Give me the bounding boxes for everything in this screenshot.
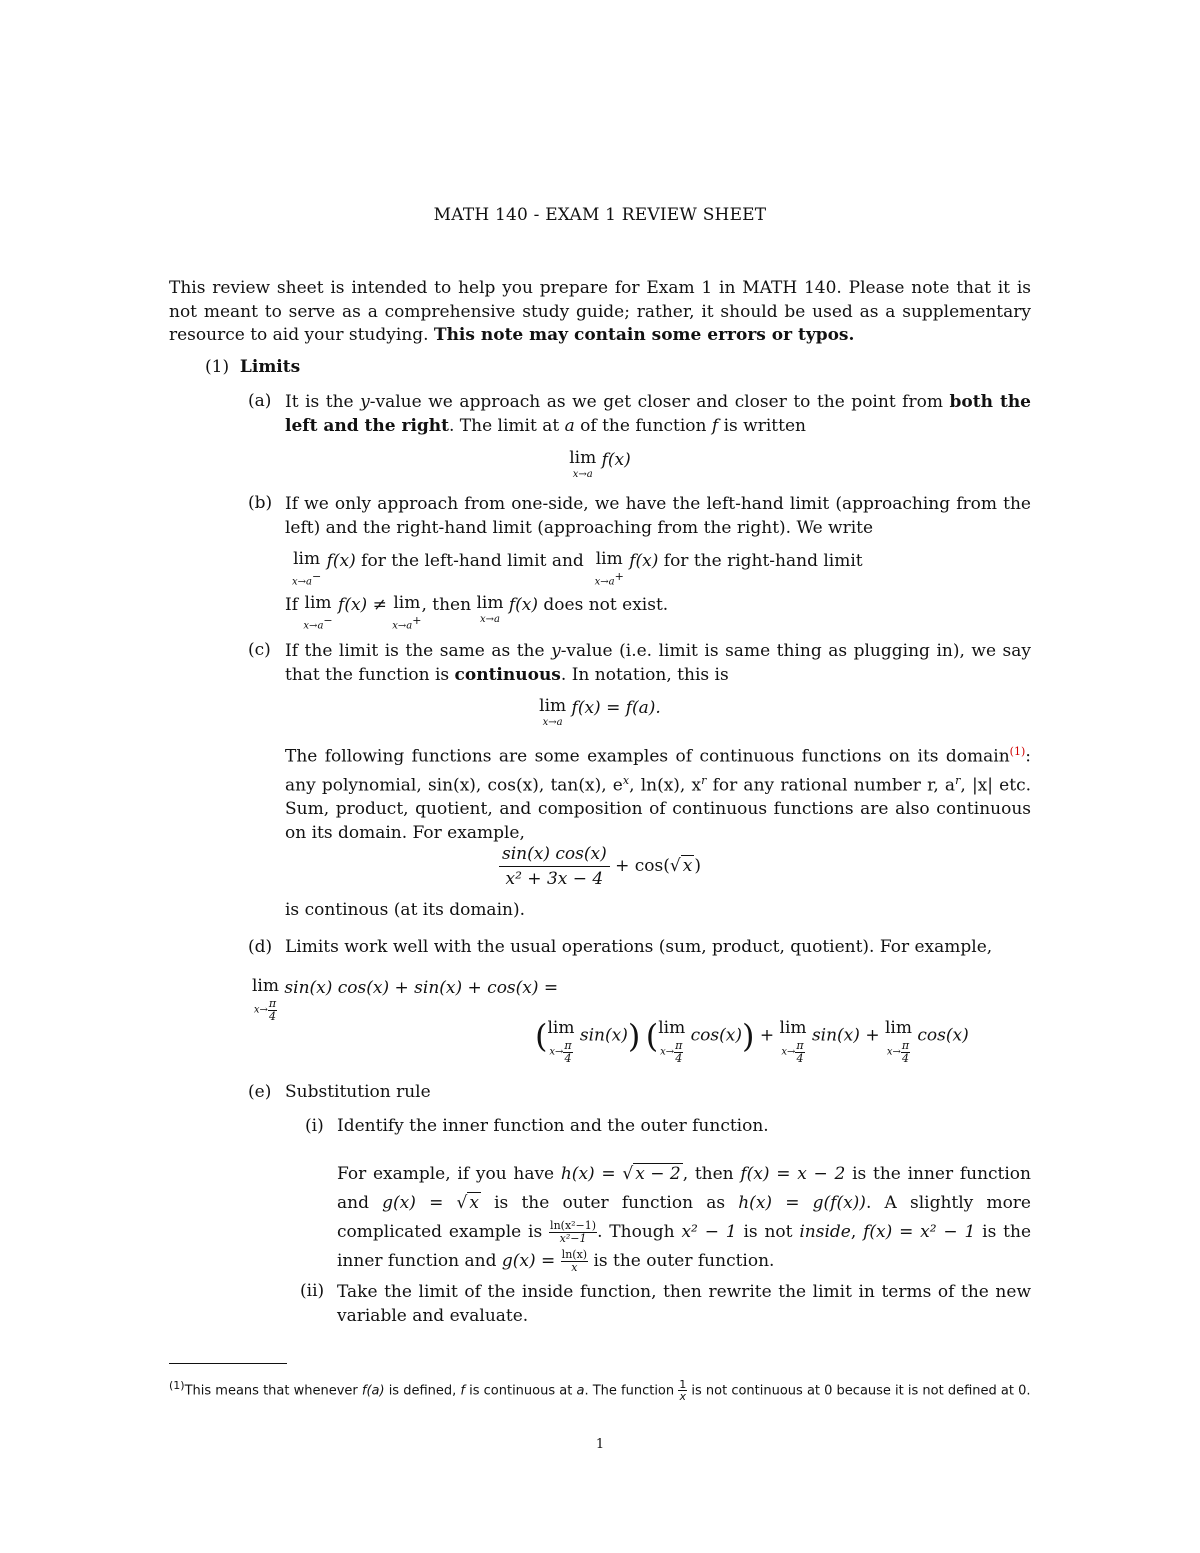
dne-condition: If lim x→a− f(x) ≠ lim x→a+ , then lim x→a f(x) does not exist. (285, 593, 669, 632)
limit-operations-lhs: lim x→ $\frac{\pi}{4}$ sin(x) cos(x) + sin(x) + cos(x) = (252, 976, 559, 1023)
item-ei-label: (i) (305, 1116, 324, 1136)
substitution-example: For example, if you have h(x) = √ x − 2 , then f(x) = x − 2 is the inner function and g(x) = √ x is the outer function as h(x) = g(f(x)). A slightly more complicated example is $\frac{\text{ln(x²−1)}}{\text{x²−1}}$ . Though x² − 1 is not inside, f(x) = x² − 1 is the inner function and g(x) = $\frac{\ln(x)}{x}$ is the outer function. (337, 1164, 1032, 1274)
intro-paragraph: This review sheet is intended to help you prepare for Exam 1 in MATH 140. Please note that it is not meant to serve as a comprehensive study guide; rather, it should be used as a supplementary resource to aid your studying. This note may contain some errors or typos. (169, 278, 1031, 345)
page-number: 1 (595, 1437, 605, 1452)
item-b-label: (b) (248, 493, 273, 513)
item-eii-label: (ii) (300, 1281, 325, 1301)
item-e-label: (e) (248, 1082, 272, 1102)
item-a-text: It is the y-value we approach as we get closer and closer to the point from both the left and the right. The limit at a of the function f is written (285, 392, 1031, 436)
continuous-examples: The following functions are some examples of continuous functions on its domain$^{(1)}$: any polynomial, sin(x), cos(x), tan(x), $e^x$, ln(x), $x^r$ for any rational number r, $a^r$, |x| etc. Sum, product, quotient, and composition of continuous functions are also continuous on its domain. For example, (285, 745, 1031, 843)
footnote: $^{(1)}$This means that whenever f(a) is defined, f is continuous at a. The function $\frac{1}{x}$ is not continuous at 0 because it is not defined at 0. (169, 1377, 1031, 1404)
page-title: MATH 140 - EXAM 1 REVIEW SHEET (433, 205, 767, 225)
intro-warning: This note may contain some errors or typos. (433, 325, 855, 345)
limit-operations-rhs: ( lim x→ $\frac{\pi}{4}$ sin(x)) ( lim x→ $\frac{\pi}{4}$ cos(x)) + lim x→ $\frac{\pi}{4}$ sin(x) + lim x→ $\frac{\pi}{4}$ cos(x) (535, 1017, 969, 1065)
limit-notation: lim x→a f(x) (569, 448, 631, 480)
item-ei-text: Identify the inner function and the outer function. (337, 1116, 769, 1136)
item-d-label: (d) (248, 937, 273, 957)
item-e-text: Substitution rule (285, 1082, 431, 1102)
continuous-example-expression: $\frac{\sin(x) \cos(x)}{\text{x² + 3x − 4}}$ + cos(√ x ) (0, 844, 1200, 889)
continuous-note: is continous (at its domain). (285, 900, 525, 920)
continuity-equation: lim x→a f(x) = f(a). (539, 696, 661, 728)
one-sided-limits: lim x→a− f(x) for the left-hand limit and lim x→a+ f(x) for the right-hand limit (292, 549, 863, 588)
item-a-label: (a) (248, 391, 272, 411)
item-c-text: If the limit is the same as the y-value (i.e. limit is same thing as plugging in), we say that the function is continuous. In notation, this is (285, 641, 1031, 685)
item-d-text: Limits work well with the usual operations (sum, product, quotient). For example, (285, 937, 993, 957)
item-c-label: (c) (248, 640, 271, 660)
item-b-text: If we only approach from one-side, we have the left-hand limit (approaching from the left) and the right-hand limit (approaching from the right). We write (285, 494, 1031, 538)
item-eii-text: Take the limit of the inside function, then rewrite the limit in terms of the new variable and evaluate. (337, 1282, 1031, 1326)
footnote-rule (169, 1363, 287, 1364)
section-heading: (1) Limits (205, 357, 301, 377)
footnote-ref[interactable]: (1) (1009, 745, 1026, 758)
